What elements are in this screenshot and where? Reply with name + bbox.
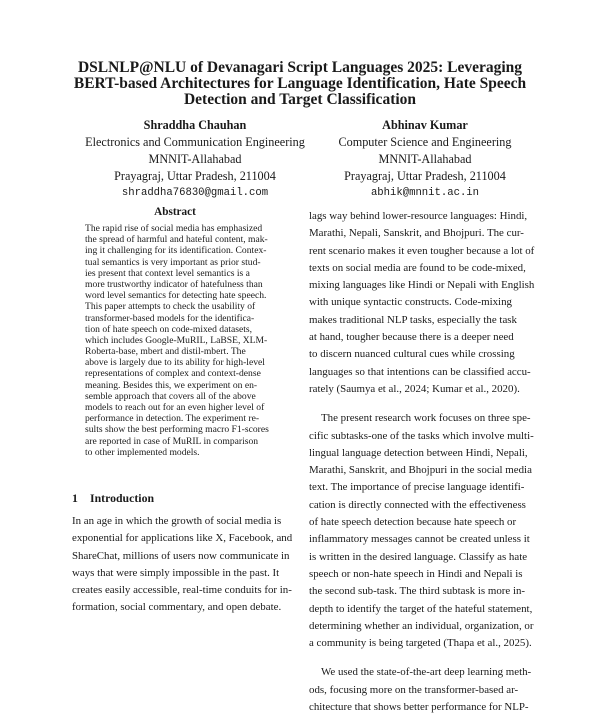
text-line: depth to identify the target of the hateful statement, — [309, 602, 533, 615]
text-line: We used the state-of-the-art deep learning meth- — [321, 666, 532, 679]
text-line: tual semantics is very important as prior stud- — [85, 256, 261, 268]
section-heading-introduction — [72, 491, 154, 505]
text-line: creates easily accessible, real-time conduits for in- — [72, 584, 292, 597]
text-line: Roberta-base, mbert and distil-mbert. The — [85, 346, 246, 358]
text-line: chitecture that shows better performance for NLP- — [309, 701, 529, 714]
paper-title — [40, 60, 560, 108]
text-line: rately (Saumya et al., 2024; Kumar et al., 2020). — [309, 382, 520, 395]
text-line: Marathi, Nepali, Sanskrit, and Bhojpuri. The cur- — [309, 227, 524, 240]
text-line: inflammatory messages cannot be created unless it — [309, 533, 530, 546]
text-line: is written in the desired language. Classify as hate — [309, 550, 528, 563]
title-line: DSLNLP@NLU of Devanagari Script Languages 2025: Leveraging — [77, 59, 523, 76]
text-line: a community is being targeted (Thapa et al., 2025). — [309, 637, 532, 650]
text-line: sults show the best performing macro F1-scores — [85, 424, 269, 436]
text-line: speech or non-hate speech in Hindi and Nepali is — [309, 567, 523, 580]
text-line: lags way behind lower-resource languages: Hindi, — [309, 210, 528, 222]
paragraph-gap — [309, 652, 535, 664]
text-line: semble approach that covers all of the above — [85, 390, 256, 402]
abstract-body — [85, 223, 269, 458]
author-location: Prayagraj, Uttar Pradesh, 211004 — [344, 169, 506, 183]
text-line: to discern nuanced cultural cues while crossing — [309, 348, 515, 361]
text-line: ods, focusing more on the transformer-based ar- — [309, 683, 519, 696]
text-line: languages so that intentions can be classified accu- — [309, 365, 531, 378]
text-line: lingual language detection between Hindi, Nepali, — [309, 446, 528, 459]
text-line: formation, social commentary, and open debate. — [72, 601, 282, 614]
text-line: with unique syntactic constructs. Code-mixing — [309, 296, 512, 309]
text-line: the spread of harmful and hateful content, mak- — [85, 234, 268, 246]
title-line: BERT-based Architectures for Language Identification, Hate Speech — [73, 75, 527, 92]
text-line: meaning. Besides this, we experiment on en- — [85, 379, 258, 391]
author-name: Abhinav Kumar — [382, 118, 468, 132]
introduction-right-column — [309, 208, 535, 716]
text-line: representations of complex and context-dense — [85, 368, 261, 380]
text-line: ways that were simply impossible in the past. It — [72, 566, 280, 579]
author-name: Shraddha Chauhan — [143, 118, 247, 132]
text-line: of hate speech detection because hate speech or — [309, 516, 517, 529]
author-email[interactable]: shraddha76830@gmail.com — [121, 187, 269, 199]
text-line: the second sub-task. The third subtask is more in- — [309, 585, 526, 598]
text-line: This paper attempts to check the usability of — [85, 301, 256, 313]
author-location: Prayagraj, Uttar Pradesh, 211004 — [114, 169, 276, 183]
text-line: above is largely due to its ability for high-level — [85, 357, 265, 369]
text-line: determining whether an individual, organization, or — [309, 619, 534, 632]
author-institution: MNNIT-Allahabad — [378, 152, 472, 166]
text-line: word level semantics for detecting hate speech. — [85, 290, 267, 302]
text-line: cific subtasks-one of the tasks which involve multi- — [309, 429, 534, 442]
section-number: 1 — [72, 491, 78, 505]
text-line: tion of hate speech on code-mixed datasets, — [85, 323, 253, 335]
text-line: are reported in case of MuRIL in comparison — [85, 435, 259, 447]
text-line: makes traditional NLP tasks, especially the task — [309, 313, 517, 326]
text-line: In an age in which the growth of social media is — [72, 515, 282, 527]
text-line: models to reach out for an even higher level of — [85, 402, 265, 413]
text-line: which includes Google-MuRIL, LaBSE, XLM- — [85, 334, 268, 346]
text-line: more trustworthy indicator of hatefulness than — [85, 278, 263, 290]
author-block-2 — [290, 117, 560, 202]
text-line: performance in detection. The experiment re- — [85, 413, 260, 425]
text-line: cation is directly connected with the effectiveness — [309, 498, 526, 511]
author-email[interactable]: abhik@mnnit.ac.in — [370, 187, 480, 199]
text-line: texts on social media are found to be code-mixed, — [309, 261, 526, 274]
text-line: mixing languages like Hindi or Nepali with English — [309, 279, 535, 292]
section-title: Introduction — [90, 491, 155, 505]
text-line: ShareChat, millions of users now communicate in — [72, 549, 290, 562]
text-line: ing it challenging for its identification. Contex- — [85, 245, 267, 257]
introduction-left-column — [72, 513, 298, 617]
abstract-heading: Abstract — [154, 206, 196, 218]
text-line: The rapid rise of social media has emphasized — [85, 223, 263, 234]
author-department: Computer Science and Engineering — [338, 135, 512, 149]
title-line: Detection and Target Classification — [183, 91, 417, 108]
author-institution: MNNIT-Allahabad — [148, 152, 242, 166]
text-line: exponential for applications like X, Facebook, and — [72, 532, 293, 545]
text-line: rent scenario makes it even tougher because a lot of — [309, 244, 535, 257]
text-line: at hand, tougher because there is a deeper need — [309, 331, 514, 344]
paragraph-gap — [309, 398, 535, 410]
text-line: The present research work focuses on three spe- — [321, 412, 531, 425]
text-line: to other implemented models. — [85, 446, 200, 458]
author-department: Electronics and Communication Engineering — [85, 135, 305, 149]
text-line: Marathi, Sanskrit, and Bhojpuri in the social media — [309, 464, 532, 477]
text-line: text. The importance of precise language identifi- — [309, 481, 525, 494]
text-line: ies present that context level semantics is a — [85, 267, 250, 279]
text-line: transformer-based models for the identifica- — [85, 312, 255, 324]
